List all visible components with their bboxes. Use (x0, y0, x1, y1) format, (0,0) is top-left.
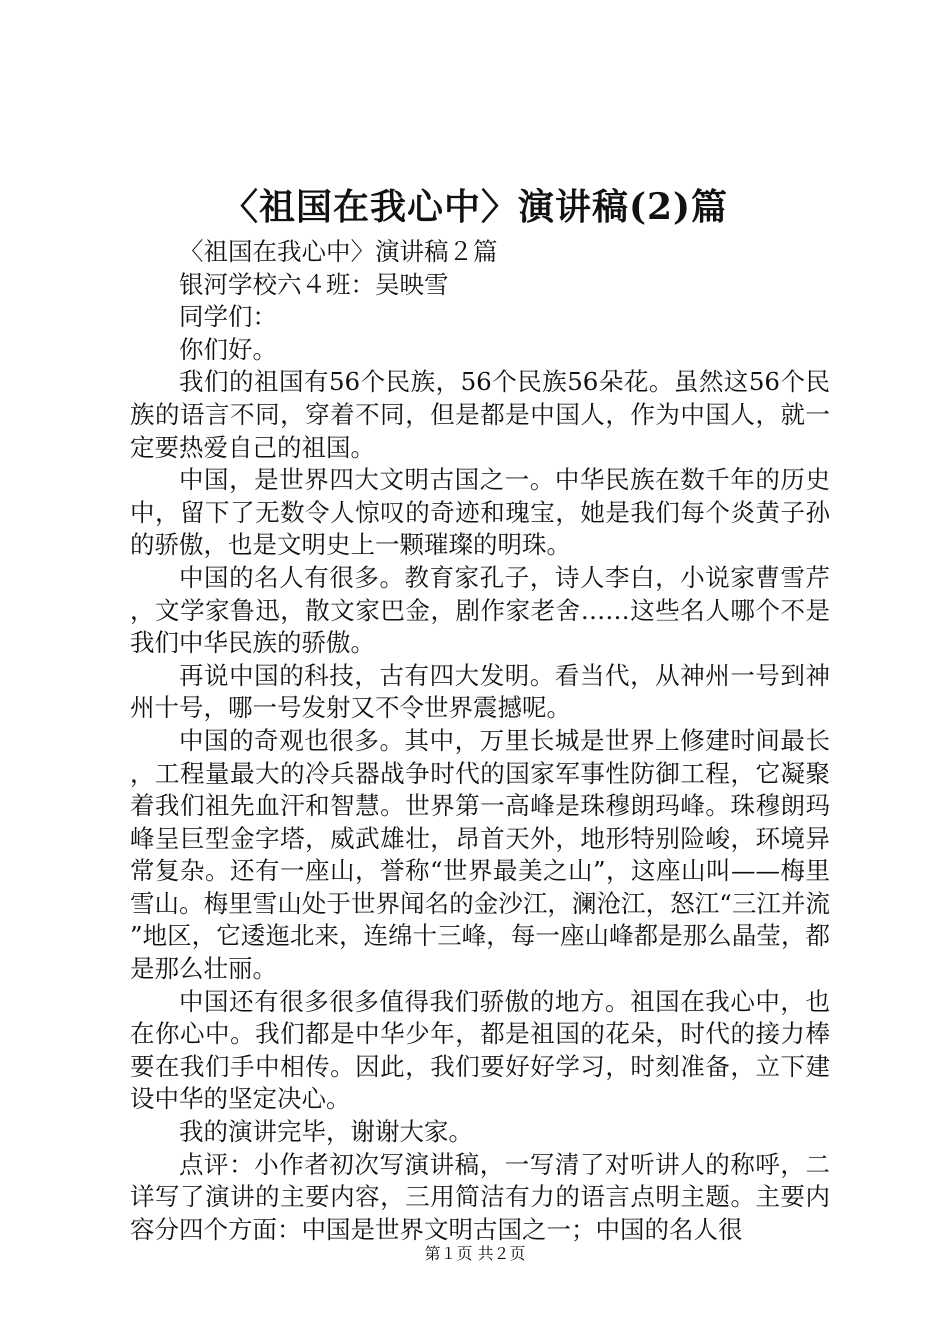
paragraph-famous-people: 中国的名人有很多。教育家孔子，诗人李白，小说家曹雪芹，文学家鲁迅，散文家巴金，剧作家老舍……这些名人哪个不是我们中华民族的骄傲。 (130, 562, 830, 658)
paragraph-greeting: 你们好。 (179, 334, 277, 364)
page-footer: 第１页 共２页 (424, 1244, 526, 1263)
paragraph-ethnic-groups: 我们的祖国有56个民族，56个民族56朵花。虽然这56个民族的语言不同，穿着不同，但是都是中国人，作为中国人，就一定要热爱自己的祖国。 (130, 367, 830, 462)
paragraph-ancient-civilization: 中国，是世界四大文明古国之一。中华民族在数千年的历史中，留下了无数令人惊叹的奇迹和瑰宝，她是我们每个炎黄子孙的骄傲，也是文明史上一颗璀璨的明珠。 (130, 465, 830, 560)
paragraph-technology: 再说中国的科技，古有四大发明。看当代，从神州一号到神州十号，哪一号发射又不令世界震撼呢。 (130, 660, 830, 723)
paragraph-wonders: 中国的奇观也很多。其中，万里长城是世界上修建时间最长，工程量最大的冷兵器战争时代的国家军事性防御工程，它凝聚着我们祖先血汗和智慧。世界第一高峰是珠穆朗玛峰。珠穆朗玛峰呈巨型金字塔，威武雄壮，昂首天外，地形特别险峻，环境异常复杂。还有一座山，誉称“世界最美之山”，这座山叫——梅里雪山。梅里雪山处于世界闻名的金沙江，澜沧江，怒江“三江并流”地区，它逶迤北来，连绵十三峰，每一座山峰都是那么晶莹，都是那么壮丽。 (130, 725, 830, 984)
paragraph-pride: 中国还有很多很多值得我们骄傲的地方。祖国在我心中，也在你心中。我们都是中华少年，都是祖国的花朵，时代的接力棒要在我们手中相传。因此，我们要好好学习，时刻准备，立下建设中华的坚定决心。 (130, 986, 830, 1114)
paragraph-heading-repeat: 〈祖国在我心中〉演讲稿２篇 (179, 237, 498, 266)
document-title: 〈祖国在我心中〉演讲稿(2)篇 (221, 186, 729, 228)
paragraph-commentary: 点评：小作者初次写演讲稿，一写清了对听讲人的称呼，二详写了演讲的主要内容，三用简洁有力的语言点明主题。主要内容分四个方面：中国是世界文明古国之一；中国的名人很 (130, 1149, 830, 1244)
paragraph-closing: 我的演讲完毕，谢谢大家。 (179, 1117, 473, 1147)
document-body (130, 236, 830, 1246)
paragraph-author: 银河学校六４班：吴映雪 (179, 269, 449, 299)
paragraph-salutation: 同学们： (179, 302, 277, 332)
